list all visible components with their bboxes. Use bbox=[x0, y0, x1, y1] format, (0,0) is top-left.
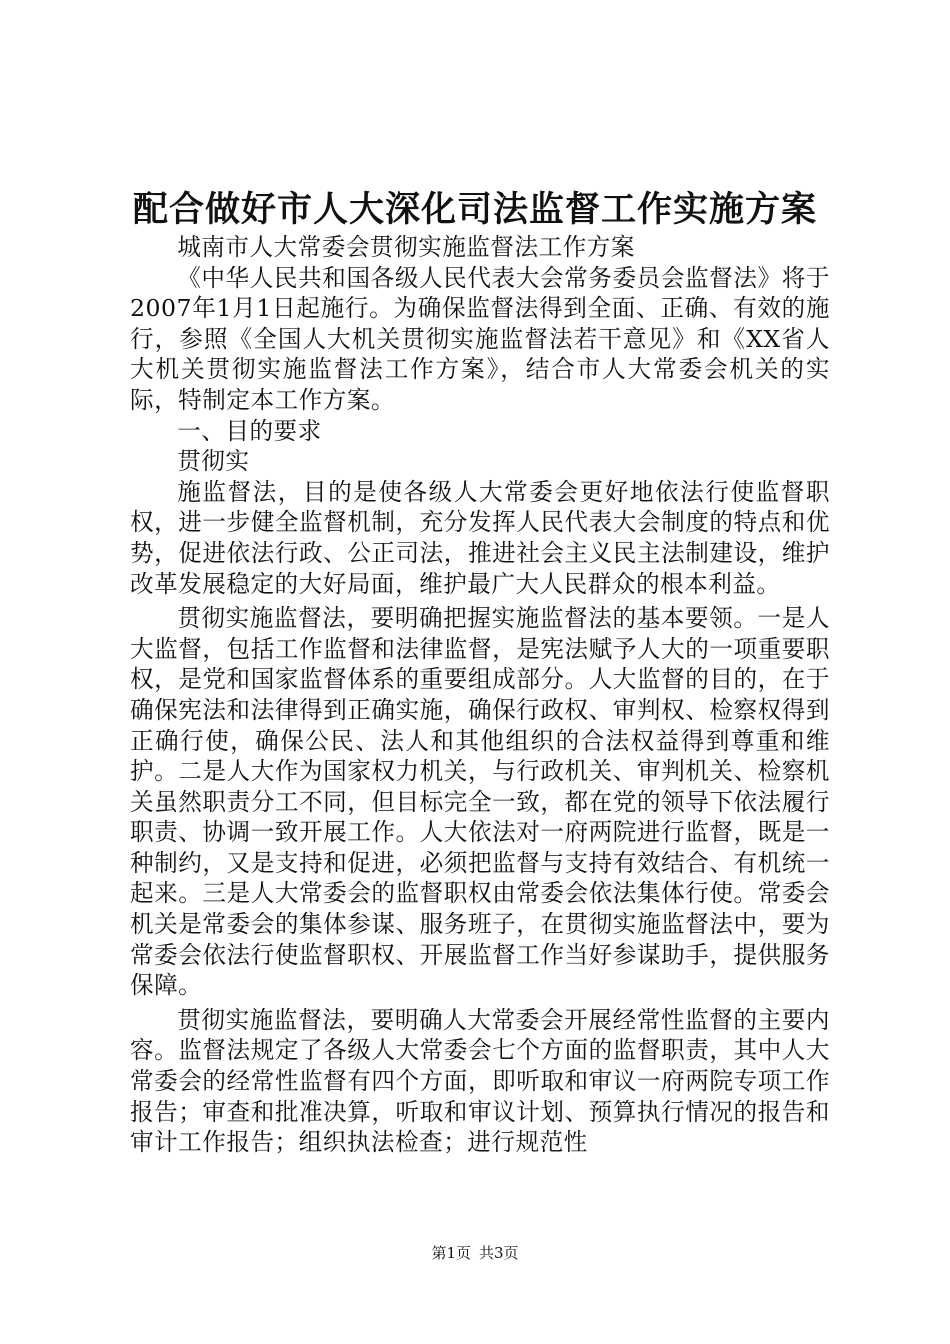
document-title: 配合做好市人大深化司法监督工作实施方案 bbox=[132, 189, 817, 230]
page-number: 第1页 bbox=[431, 1244, 471, 1262]
document-subtitle: 城南市人大常委会贯彻实施监督法工作方案 bbox=[177, 233, 635, 261]
document-body bbox=[130, 232, 830, 1158]
paragraph-fragment: 贯彻实 bbox=[177, 447, 250, 476]
page-footer bbox=[0, 1243, 950, 1263]
section-heading: 一、目的要求 bbox=[177, 416, 322, 445]
paragraph-intro: 《中华人民共和国各级人民代表大会常务委员会监督法》将于2007年1月1日起施行。为确保监督法得到全面、正确、有效的施行，参照《全国人大机关贯彻实施监督法若干意见》和《XX省人大机关贯彻实施监督法工作方案》，结合市人大常委会机关的实际，特制定本工作方案。 bbox=[130, 263, 830, 414]
paragraph-essentials: 贯彻实施监督法，要明确把握实施监督法的基本要领。一是人大监督，包括工作监督和法律监督，是宪法赋予人大的一项重要职权，是党和国家监督体系的重要组成部分。人大监督的目的，在于确保宪法和法律得到正确实施，确保行政权、审判权、检察权得到正确行使，确保公民、法人和其他组织的合法权益得到尊重和维护。二是人大作为国家权力机关，与行政机关、审判机关、检察机关虽然职责分工不同，但目标完全一致，都在党的领导下依法履行职责、协调一致开展工作。人大依法对一府两院进行监督，既是一种制约，又是支持和促进，必须把监督与支持有效结合、有机统一起来。三是人大常委会的监督职权由常委会依法集体行使。常委会机关是常委会的集体参谋、服务班子，在贯彻实施监督法中，要为常委会依法行使监督职权、开展监督工作当好参谋助手，提供服务保障。 bbox=[130, 604, 830, 1000]
page-total: 共3页 bbox=[479, 1244, 519, 1262]
paragraph-content: 贯彻实施监督法，要明确人大常委会开展经常性监督的主要内容。监督法规定了各级人大常委会七个方面的监督职责，其中人大常委会的经常性监督有四个方面，即听取和审议一府两院专项工作报告；审查和批准决算，听取和审议计划、预算执行情况的报告和审计工作报告；组织执法检查；进行规范性 bbox=[130, 1005, 830, 1157]
paragraph-purpose: 施监督法，目的是使各级人大常委会更好地依法行使监督职权，进一步健全监督机制，充分发挥人民代表大会制度的特点和优势，促进依法行政、公正司法，推进社会主义民主法制建设，维护改革发展稳定的大好局面，维护最广大人民群众的根本利益。 bbox=[130, 477, 830, 598]
